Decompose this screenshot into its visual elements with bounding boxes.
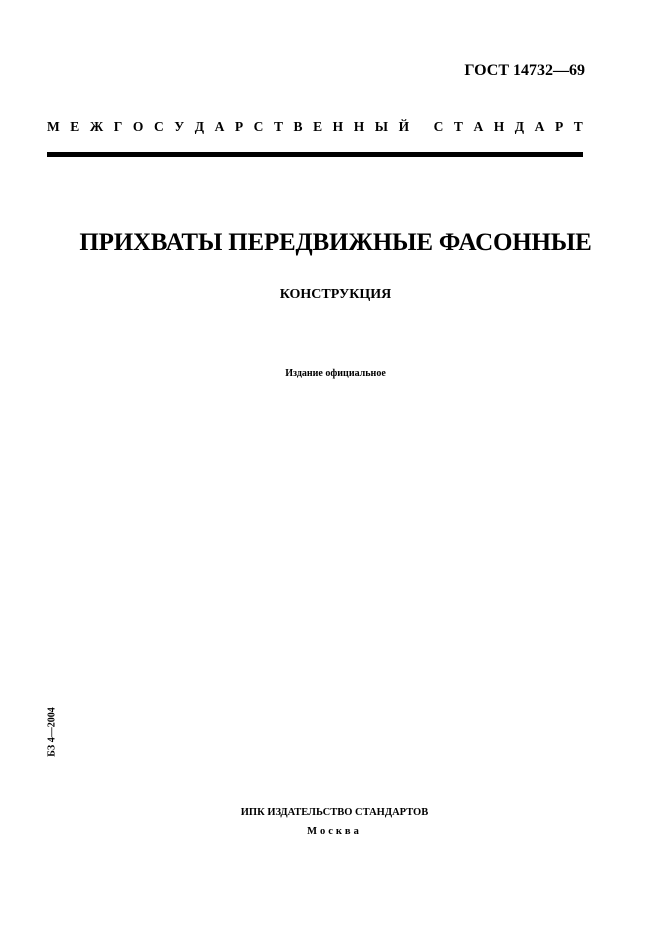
standard-type-header [47,119,583,135]
header-rule [47,152,583,157]
header-letter: С [433,119,444,134]
catalog-code-container [45,700,59,764]
header-letter: Т [573,119,583,134]
header-letter: Р [234,119,244,134]
document-title: ПРИХВАТЫ ПЕРЕДВИЖНЫЕ ФАСОННЫЕ [79,229,592,256]
header-letter: Г [113,119,123,134]
header-letter: О [132,119,144,134]
header-letter: Н [353,119,365,134]
publication-city: Москва [307,826,362,837]
header-letter: Д [194,119,205,134]
header-letter: Н [332,119,344,134]
header-letter: Й [398,119,410,134]
header-letter: С [253,119,264,134]
header-letter: А [214,119,225,134]
publisher: ИПК ИЗДАТЕЛЬСТВО СТАНДАРТОВ [240,807,429,818]
header-letter [420,119,423,135]
header-letter: В [293,119,303,134]
header-letter: А [473,119,484,134]
header-letter: Ы [374,119,389,134]
document-number: ГОСТ 14732—69 [464,62,585,79]
header-letter: С [153,119,164,134]
header-letter: Д [514,119,525,134]
header-letter: М [47,119,60,134]
header-letter: Е [70,119,80,134]
header-letter: Т [453,119,463,134]
header-letter: У [174,119,185,134]
header-letter: Ж [89,119,104,134]
header-letter: Н [493,119,505,134]
edition-note: Издание официальное [285,368,386,379]
header-letter: Р [554,119,564,134]
header-letter: Т [273,119,283,134]
document-subtitle: КОНСТРУКЦИЯ [279,287,392,302]
header-letter: Е [313,119,323,134]
catalog-code: БЗ 4—2004 [46,707,58,757]
header-letter: А [534,119,545,134]
